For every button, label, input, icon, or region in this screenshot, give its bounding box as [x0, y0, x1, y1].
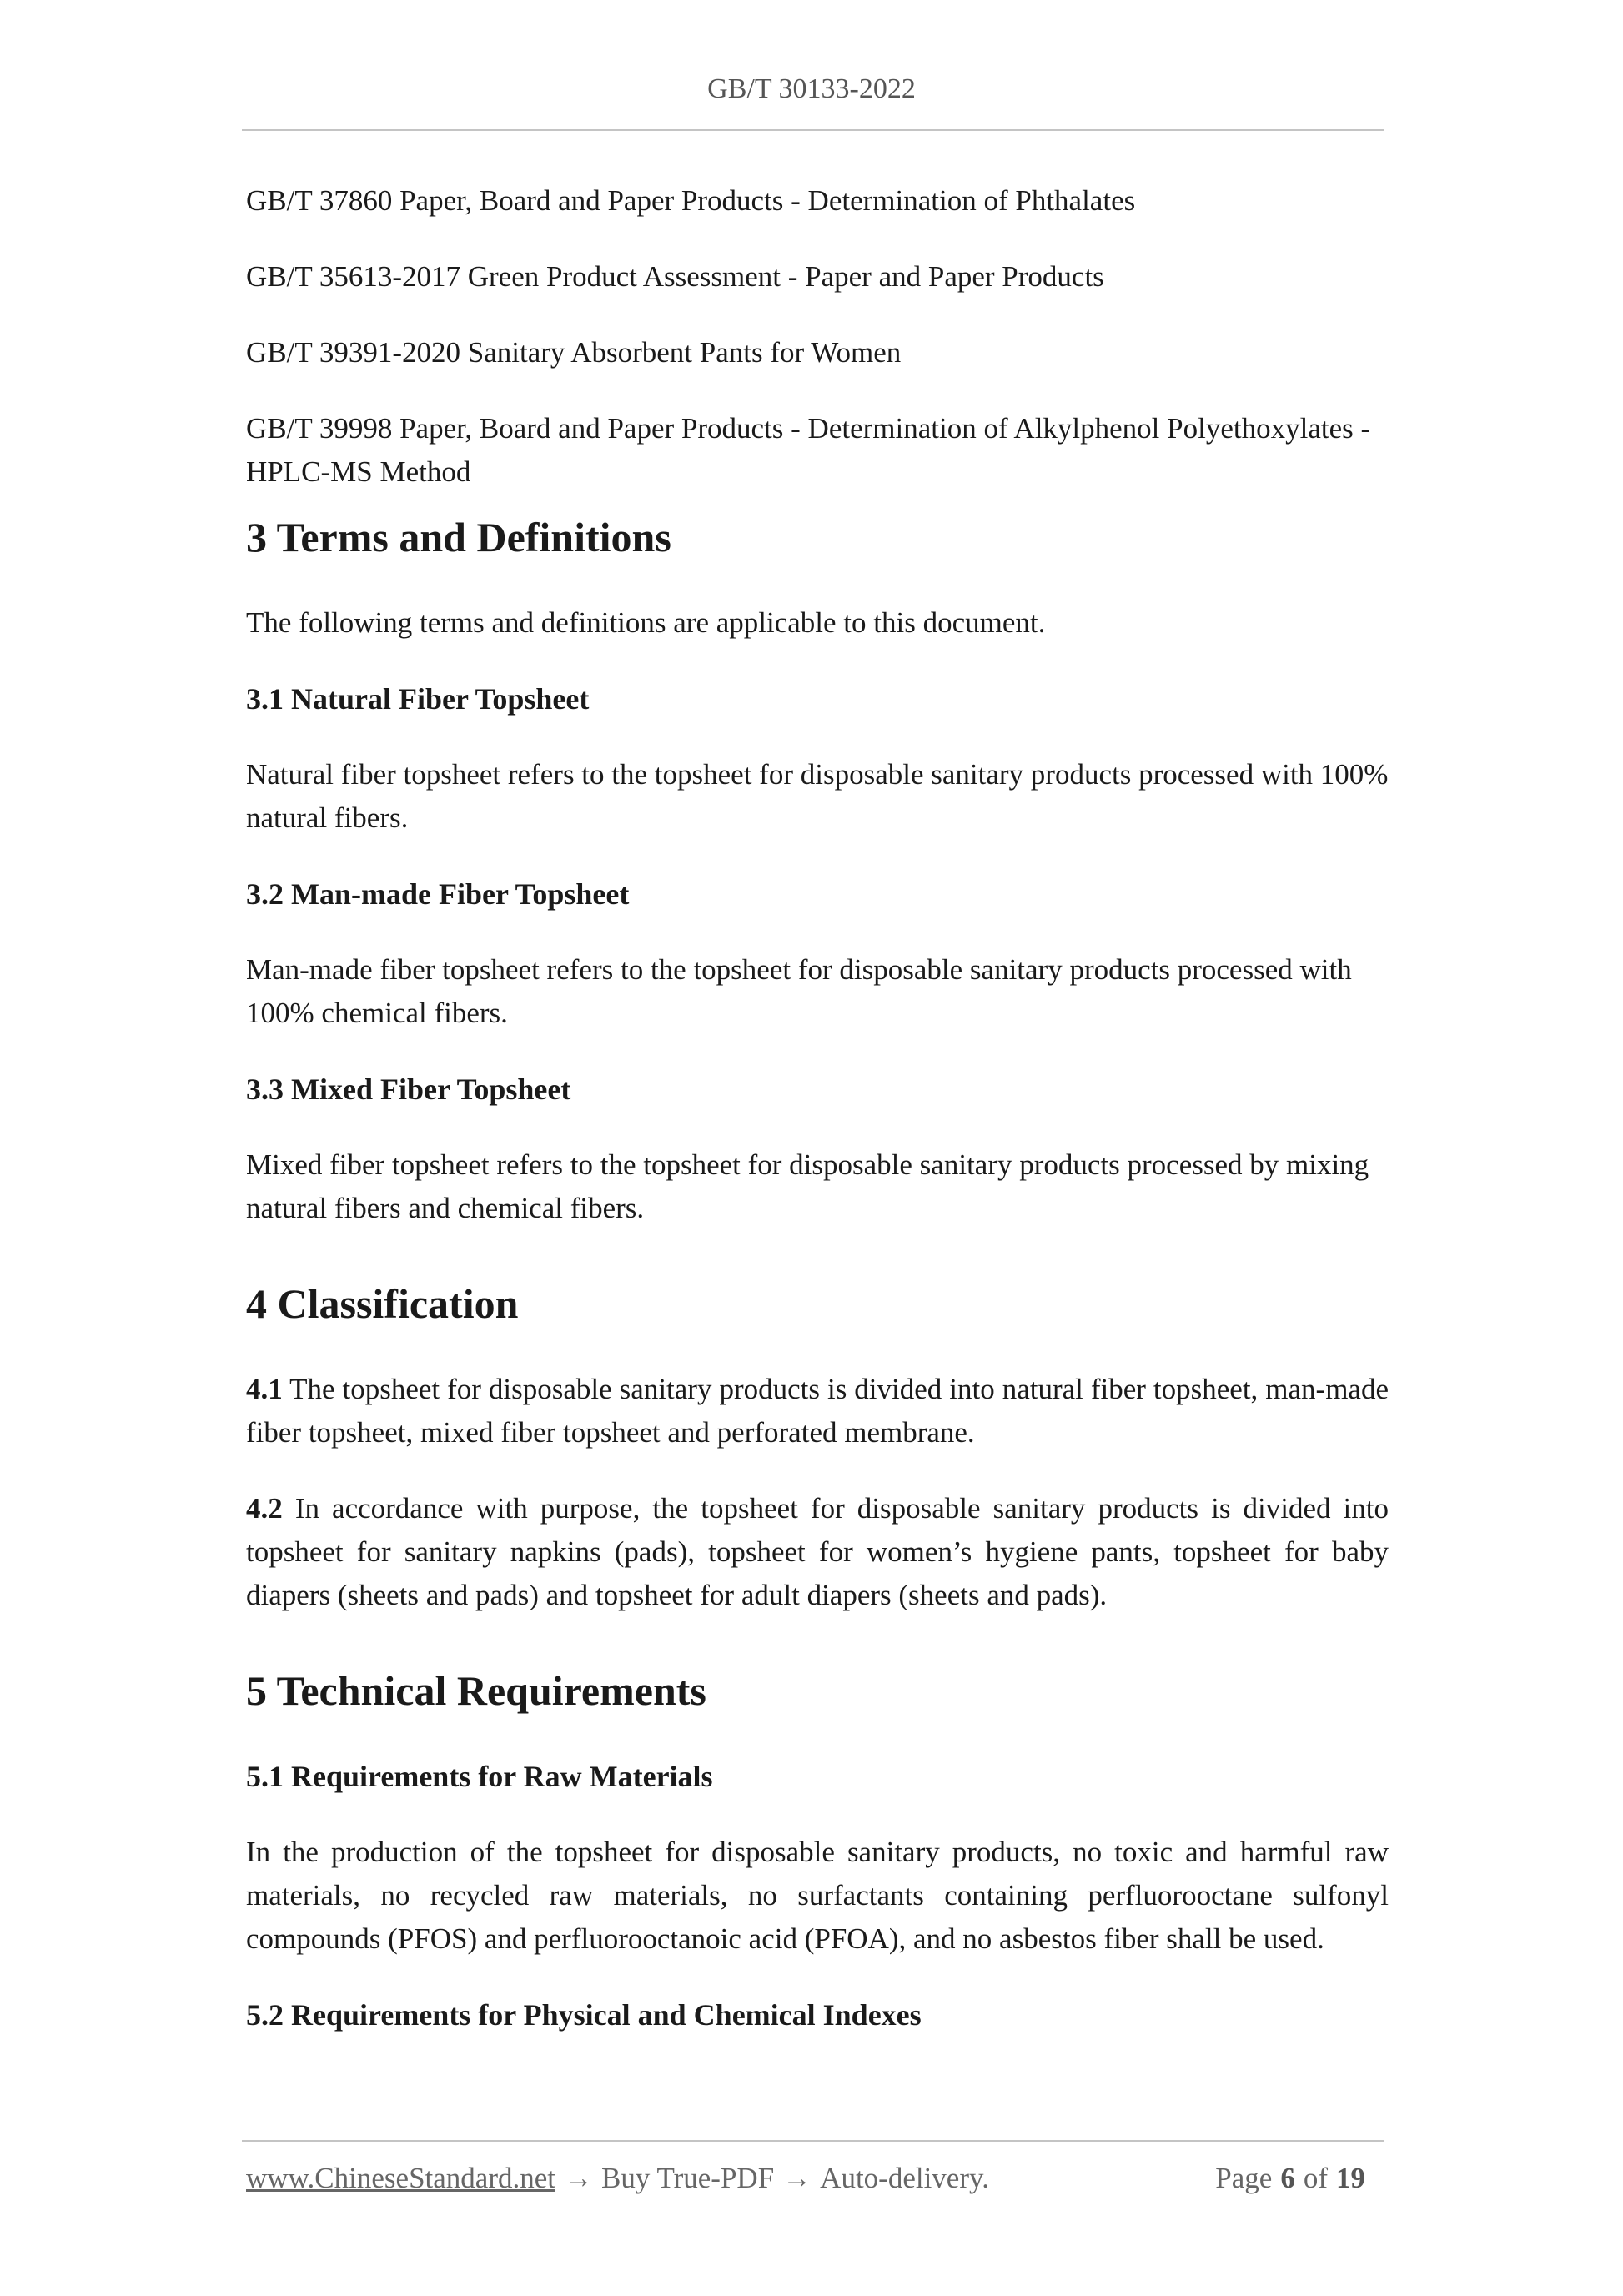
- page-number: [1215, 2162, 1374, 2195]
- page-of-label: of: [1303, 2162, 1328, 2194]
- clause-paragraph: [246, 1487, 1389, 1617]
- term-definition: Man-made fiber topsheet refers to the topsheet for disposable sanitary products processed with 100% chemical fibers.: [246, 953, 1352, 1029]
- arrow-right-icon: →: [564, 2162, 593, 2194]
- footer-delivery-text: Auto-delivery.: [820, 2162, 989, 2194]
- header-divider: [242, 129, 1384, 131]
- term-definition: Natural fiber topsheet refers to the topsheet for disposable sanitary products processed with 100% natural fibers.: [246, 758, 1389, 834]
- arrow-right-icon: →: [782, 2162, 812, 2194]
- term-heading: 3.1 Natural Fiber Topsheet: [246, 682, 590, 716]
- reference-item: GB/T 39998 Paper, Board and Paper Products - Determination of Alkylphenol Polyethoxylates - HPLC-MS Method: [246, 412, 1371, 488]
- reference-item: GB/T 39391-2020 Sanitary Absorbent Pants for Women: [246, 336, 902, 369]
- footer-divider: [242, 2140, 1384, 2142]
- clause-paragraph: [246, 1368, 1389, 1454]
- clause-number: 4.1: [246, 1373, 283, 1405]
- clause-number: 4.2: [246, 1492, 283, 1525]
- subsection-heading: 5.1 Requirements for Raw Materials: [246, 1760, 713, 1793]
- term-heading: 3.3 Mixed Fiber Topsheet: [246, 1073, 571, 1106]
- page-content: [246, 179, 1414, 2037]
- reference-item: GB/T 35613-2017 Green Product Assessment - Paper and Paper Products: [246, 260, 1104, 293]
- section-heading-terms: 3 Terms and Definitions: [246, 514, 671, 560]
- header-standard-number: GB/T 30133-2022: [707, 73, 916, 104]
- section-heading-technical-requirements: 5 Technical Requirements: [246, 1667, 706, 1714]
- section-intro: The following terms and definitions are applicable to this document.: [246, 606, 1046, 639]
- footer-promo: [246, 2162, 989, 2195]
- subsection-heading: 5.2 Requirements for Physical and Chemical Indexes: [246, 1998, 922, 2032]
- reference-item: GB/T 37860 Paper, Board and Paper Products - Determination of Phthalates: [246, 184, 1136, 217]
- current-page: 6: [1280, 2162, 1295, 2194]
- term-heading: 3.2 Man-made Fiber Topsheet: [246, 877, 630, 911]
- page-label: Page: [1215, 2162, 1273, 2194]
- section-heading-classification: 4 Classification: [246, 1280, 519, 1327]
- clause-text: In accordance with purpose, the topsheet for disposable sanitary products is divided into topsheet for sanitary napkins (pads), topsheet for women’s hygiene pants, topsheet for baby diapers (sheets and pads) and topsheet for adult diapers (sheets and pads).: [246, 1492, 1389, 1611]
- total-pages: 19: [1336, 2162, 1365, 2194]
- clause-text: The topsheet for disposable sanitary products is divided into natural fiber topsheet, man-made fiber topsheet, mixed fiber topsheet and perforated membrane.: [246, 1373, 1389, 1449]
- website-link[interactable]: www.ChineseStandard.net: [246, 2162, 555, 2194]
- subsection-text: In the production of the topsheet for disposable sanitary products, no toxic and harmful raw materials, no recycled raw materials, no surfactants containing perfluorooctane sulfonyl compounds (PFOS) and perfluorooctanoic acid (PFOA), and no asbestos fiber shall be used.: [246, 1836, 1389, 1955]
- footer-buy-text: Buy True-PDF: [601, 2162, 775, 2194]
- term-definition: Mixed fiber topsheet refers to the topsheet for disposable sanitary products processed by mixing natural fibers and chemical fibers.: [246, 1148, 1369, 1224]
